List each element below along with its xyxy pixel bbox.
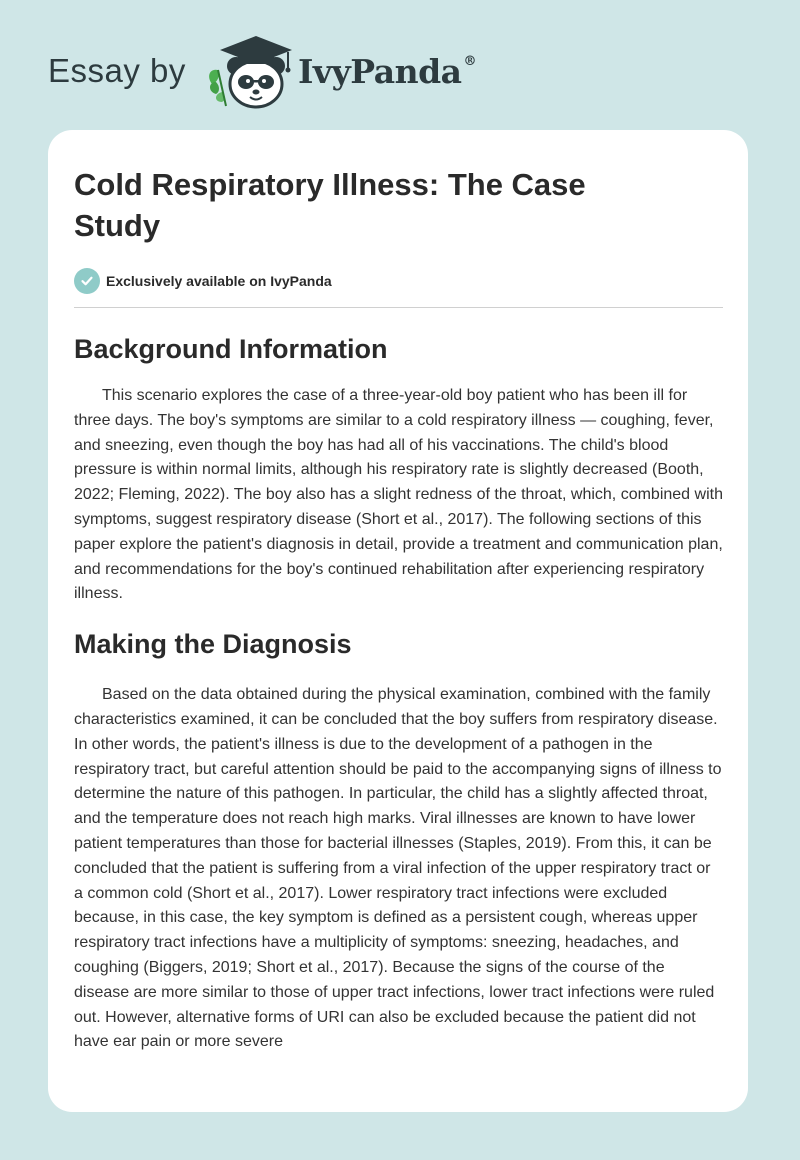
brand-name xyxy=(298,52,476,91)
article-title: Cold Respiratory Illness: The Case Study xyxy=(74,167,586,243)
brand-prefix: Essay by xyxy=(48,52,186,89)
section-heading-diagnosis: Making the Diagnosis xyxy=(74,629,352,660)
section-heading-background: Background Information xyxy=(74,334,388,364)
brand-logo[interactable] xyxy=(48,32,508,110)
panda-graduation-cap-icon xyxy=(204,32,296,110)
article-card xyxy=(48,130,748,1112)
title-divider xyxy=(74,307,723,308)
section-body-background: This scenario explores the case of a three-year-old boy patient who has been ill for three days. The boy's symptoms are similar to a cold respiratory illness — coughing, fever, and sneezing, even though the boy has had all of his vaccinations. The child's blood pressure is within normal limits, although his respiratory rate is slightly decreased (Booth, 2022; Fleming, 2022). The boy also has a slight redness of the throat, which, combined with symptoms, suggest respiratory disease (Short et al., 2017). The following sections of this paper explore the patient's diagnosis in detail, provide a treatment and communication plan, and recommendations for the boy's continued rehabilitation after experiencing respiratory illness. xyxy=(74,387,723,603)
exclusive-badge xyxy=(74,268,723,294)
registered-mark: ® xyxy=(463,54,477,69)
exclusive-badge-text: Exclusively available on IvyPanda xyxy=(106,273,332,289)
section-body-diagnosis: Based on the data obtained during the physical examination, combined with the family characteristics examined, it can be concluded that the boy suffers from respiratory disease. In other words, the patient's illness is due to the development of a pathogen in the respiratory tract, but careful attention should be paid to the accompanying signs of illness to determine the nature of this pathogen. In particular, the child has a slightly affected throat, and the temperature does not reach high marks. Viral illnesses are known to have lower patient temperatures than those for bacterial illnesses (Staples, 2019). From this, it can be concluded that the patient is suffering from a viral infection of the upper respiratory tract or a common cold (Short et al., 2017). Lower respiratory tract infections were excluded because, in this case, the key symptom is defined as a persistent cough, whereas upper respiratory tract infections have a multiplicity of symptoms: sneezing, headaches, and coughing (Biggers, 2019; Short et al., 2017). Because the signs of the course of the disease are more similar to those of upper tract infections, lower tract infections were ruled out. However, alternative forms of URI can also be excluded because the patient did not have ear pain or more severe xyxy=(74,686,722,1051)
article-content xyxy=(74,164,723,1055)
brand-name-text: IvyPanda xyxy=(298,52,462,91)
check-circle-icon xyxy=(74,268,100,294)
